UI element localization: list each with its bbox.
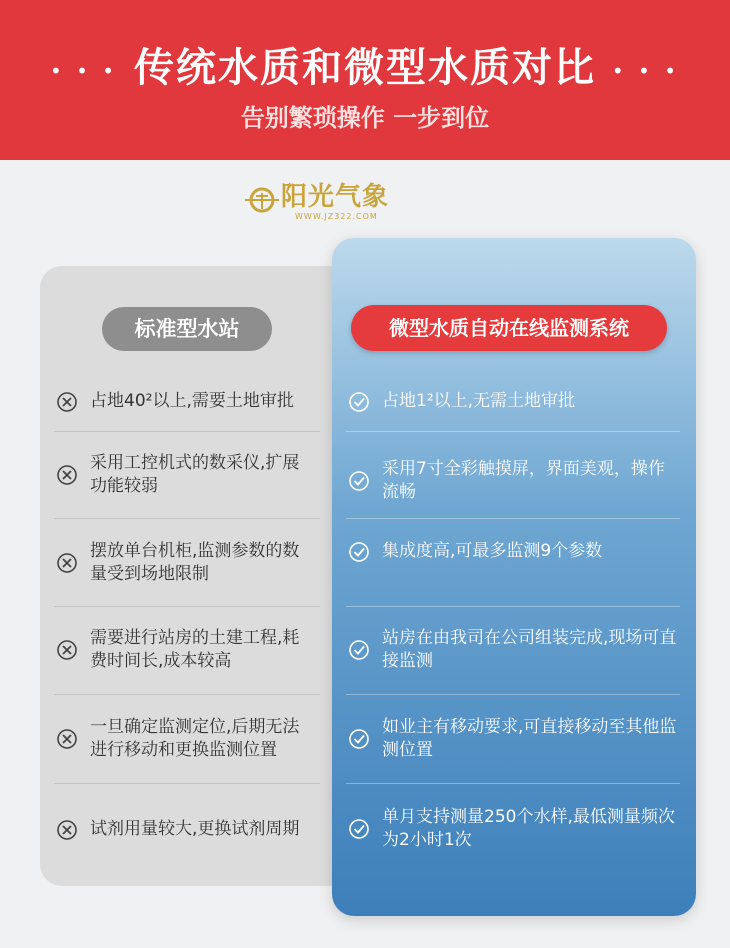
sun-logo-icon [245,183,279,217]
x-circle-icon [56,639,78,661]
divider [54,783,320,784]
micro-item [348,458,678,504]
micro-label: 微型水质自动在线监测系统 [351,305,667,351]
micro-item-text: 如业主有移动要求,可直接移动至其他监测位置 [382,717,677,760]
divider [346,431,680,432]
logo-url: WWW.JZ322.COM [295,212,378,221]
traditional-item [56,716,316,762]
micro-item [348,716,678,762]
x-circle-icon [56,391,78,413]
logo-text: 阳光气象 [281,182,390,212]
divider [54,694,320,695]
traditional-item [56,390,316,413]
divider [54,431,320,432]
traditional-item [56,627,316,673]
divider [346,606,680,607]
micro-item [348,806,678,852]
check-circle-icon [348,470,370,492]
traditional-item-text: 试剂用量较大,更换试剂周期 [90,819,300,839]
decor-dots-right: • • • [611,59,680,83]
decor-dots-left: • • • [50,59,119,83]
divider [54,606,320,607]
micro-item-text: 采用7寸全彩触摸屏，界面美观，操作流畅 [382,459,665,502]
page-subtitle: 告别繁琐操作 一步到位 [240,104,490,132]
check-circle-icon [348,818,370,840]
micro-item [348,627,678,673]
traditional-item [56,540,316,586]
divider [346,783,680,784]
traditional-label: 标准型水站 [102,307,272,351]
micro-item-text: 占地1²以上,无需土地审批 [382,391,576,411]
check-circle-icon [348,639,370,661]
traditional-item-text: 需要进行站房的土建工程,耗费时间长,成本较高 [90,628,300,671]
micro-item-text: 集成度高,可最多监测9个参数 [382,541,603,561]
micro-item-text: 单月支持测量250个水样,最低测量频次为2小时1次 [382,807,675,850]
check-circle-icon [348,391,370,413]
traditional-item [56,818,316,841]
check-circle-icon [348,541,370,563]
page-title: 传统水质和微型水质对比 [134,45,596,91]
divider [54,518,320,519]
traditional-item [56,452,316,498]
traditional-item-text: 摆放单台机柜,监测参数的数量受到场地限制 [90,541,300,584]
micro-item-text: 站房在由我司在公司组装完成,现场可直接监测 [382,628,677,671]
micro-item [348,540,678,563]
divider [346,694,680,695]
traditional-item-text: 一旦确定监测定位,后期无法进行移动和更换监测位置 [90,717,300,760]
traditional-item-text: 占地40²以上,需要土地审批 [90,391,294,411]
header-banner [0,0,730,160]
brand-logo [245,180,435,224]
micro-item [348,390,678,413]
x-circle-icon [56,728,78,750]
x-circle-icon [56,552,78,574]
check-circle-icon [348,728,370,750]
traditional-item-text: 采用工控机式的数采仪,扩展功能较弱 [90,453,300,496]
x-circle-icon [56,819,78,841]
divider [346,518,680,519]
x-circle-icon [56,464,78,486]
